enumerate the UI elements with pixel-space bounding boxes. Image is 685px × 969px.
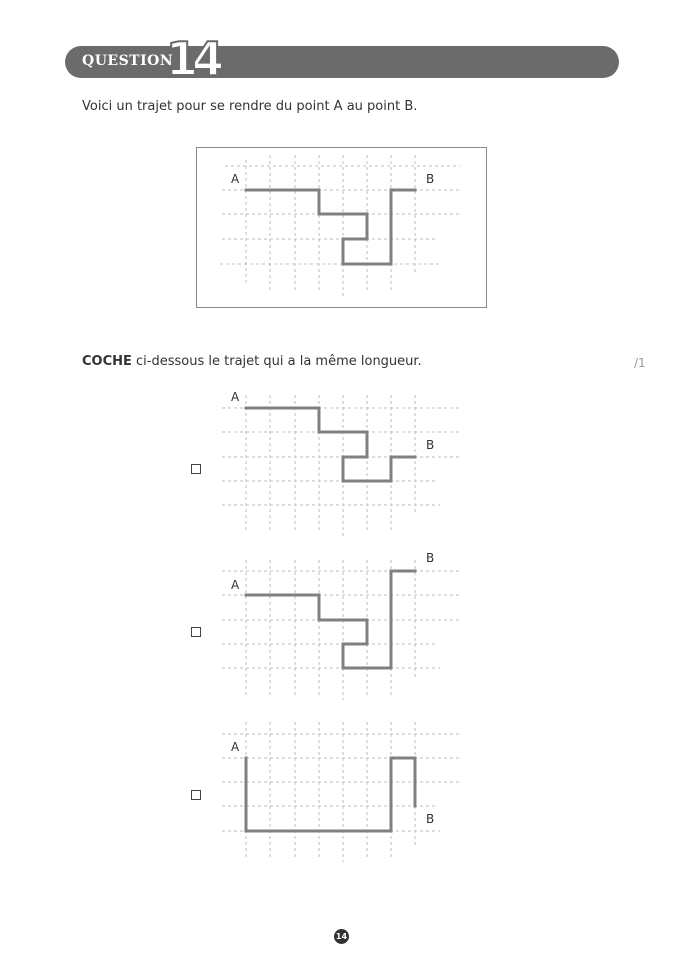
option-1-grid — [222, 395, 460, 538]
option-3-path — [246, 758, 415, 831]
option-3-label-a: A — [231, 740, 240, 754]
score-label: /1 — [634, 356, 646, 370]
option-2-label-a: A — [231, 578, 240, 592]
instruction-verb: COCHE — [82, 354, 132, 369]
option-2-grid — [222, 560, 460, 700]
intro-text: Voici un trajet pour se rendre du point A au point B. — [82, 99, 418, 114]
option-1-checkbox[interactable] — [191, 464, 201, 474]
page-number-badge: 14 — [334, 929, 349, 944]
reference-label-b: B — [426, 172, 435, 186]
option-1-path — [246, 408, 415, 481]
option-2-label-b: B — [426, 551, 435, 565]
option-3-grid — [222, 722, 460, 862]
instruction-rest: ci-dessous le trajet qui a la même longueur. — [131, 354, 422, 369]
option-1-label-b: B — [426, 438, 435, 452]
option-3-label-b: B — [426, 812, 435, 826]
question-label: QUESTION — [82, 53, 174, 69]
reference-path — [246, 190, 415, 264]
option-3-checkbox[interactable] — [191, 790, 201, 800]
option-1-label-a: A — [231, 390, 240, 404]
reference-label-a: A — [231, 172, 240, 186]
question-number: 14 — [166, 32, 219, 86]
option-2-checkbox[interactable] — [191, 627, 201, 637]
